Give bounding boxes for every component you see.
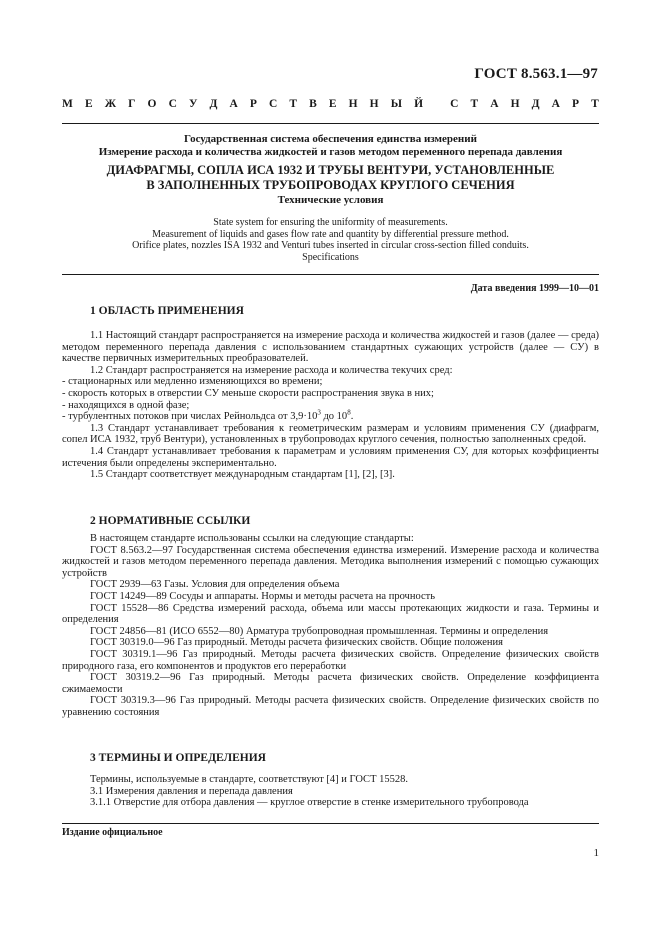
paragraph-1-4: 1.4 Стандарт устанавливает требования к параметрам и условиям применения СУ, для которых коэффициенты истечения были определены экспериментально. — [62, 445, 599, 469]
list-item-reynolds — [62, 408, 599, 423]
banner-letter: С — [450, 98, 459, 110]
intro-date: Дата введения 1999—10—01 — [470, 283, 599, 294]
list-item: - находящихся в одной фазе; — [62, 399, 190, 411]
banner-letter: М — [62, 98, 73, 110]
reference-item: ГОСТ 15528—86 Средства измерений расхода, объема или массы протекающих жидкости и газа. Термины и определения — [62, 602, 599, 626]
banner-letter: Н — [348, 98, 358, 110]
banner-letter: О — [147, 98, 157, 110]
system-title-line: Государственная система обеспечения единства измерений — [184, 133, 477, 145]
paragraph-3-intro: Термины, используемые в стандарте, соответствуют [4] и ГОСТ 15528. — [90, 774, 408, 785]
banner-letter: Ы — [390, 98, 402, 110]
section-1-body — [62, 330, 599, 481]
english-title-line-2: Measurement of liquids and gases flow rate and quantity by differential pressure method. — [152, 228, 509, 240]
english-title-line-1: State system for ensuring the uniformity of measurements. — [213, 217, 448, 228]
banner-letter: Т — [591, 98, 599, 110]
list-item: - стационарных или медленно изменяющихся во времени; — [62, 376, 323, 388]
title-rule — [62, 274, 599, 275]
reference-item: ГОСТ 30319.1—96 Газ природный. Методы расчета физических свойств. Определение физических свойств природного газа, его компонентов и продуктов его переработки — [62, 648, 599, 672]
main-title-line-2: В ЗАПОЛНЕННЫХ ТРУБОПРОВОДАХ КРУГЛОГО СЕЧЕНИЯ — [146, 178, 515, 192]
banner-letter: С — [168, 98, 177, 110]
reference-item: ГОСТ 30319.3—96 Газ природный. Методы расчета физических свойств. Определение физических свойств по уравнению состояния — [62, 695, 599, 718]
main-title-line-1: ДИАФРАГМЫ, СОПЛА ИСА 1932 И ТРУБЫ ВЕНТУРИ, УСТАНОВЛЕННЫЕ — [106, 163, 555, 177]
list-item: - скорость которых в отверстии СУ меньше скорости распространения звука в них; — [62, 387, 434, 399]
paragraph-3-1-1: 3.1.1 Отверстие для отбора давления — круглое отверстие в стенке измерительного трубопровода — [90, 797, 529, 809]
page-number: 1 — [593, 847, 599, 859]
paragraph-3-1: 3.1 Измерения давления и перепада давления — [90, 785, 293, 797]
banner-letter: А — [490, 98, 499, 110]
gost-code: ГОСТ 8.563.1—97 — [474, 66, 598, 82]
banner-letter: Е — [328, 98, 337, 110]
exponent: 3 — [317, 408, 321, 417]
banner-letter: Е — [84, 98, 93, 110]
subject-title-line: Измерение расхода и количества жидкостей и газов методом переменного перепада давления — [98, 146, 563, 158]
reference-item: ГОСТ 30319.0—96 Газ природный. Методы расчета физических свойств. Общие положения — [90, 637, 503, 649]
banner-letter: Н — [510, 98, 520, 110]
banner-letter: Г — [128, 98, 136, 110]
banner-letter: Д — [209, 98, 218, 110]
banner-letter: Р — [572, 98, 580, 110]
banner-letter: А — [551, 98, 560, 110]
section-3-body — [62, 774, 599, 809]
exponent: 8 — [347, 408, 351, 417]
banner-letter: В — [309, 98, 317, 110]
header-rule — [62, 123, 599, 124]
english-title — [62, 217, 599, 263]
banner-letter: Р — [249, 98, 257, 110]
banner-letter: С — [269, 98, 278, 110]
banner-letter: Т — [289, 98, 298, 110]
system-title — [62, 133, 599, 159]
paragraph-1-1: 1.1 Настоящий стандарт распространяется на измерение расхода и количества жидкостей и газов (далее — среда) методом переменного перепада давления с использованием стандартных сужающих устройств (далее — СУ) в качестве первичных измерительных преобразователей. — [62, 330, 599, 365]
section-2-body — [62, 533, 599, 719]
reynolds-text: до 10 — [320, 411, 348, 423]
section-3-heading: 3 ТЕРМИНЫ И ОПРЕДЕЛЕНИЯ — [90, 752, 266, 764]
edition-label: Издание официальное — [62, 827, 163, 838]
english-title-line-4: Specifications — [302, 251, 359, 263]
reference-item: ГОСТ 30319.2—96 Газ природный. Методы расчета физических свойств. Определение коэффициента сжимаемости — [62, 672, 599, 695]
paragraph-1-3: 1.3 Стандарт устанавливает требования к геометрическим размерам и условиям применения СУ (диафрагм, сопел ИСА 1932, труб Вентури), установленных в трубопроводах круглого сечения, полностью заполненных средой. — [62, 422, 599, 446]
section-1-heading: 1 ОБЛАСТЬ ПРИМЕНЕНИЯ — [90, 305, 244, 317]
reference-item: ГОСТ 2939—63 Газы. Условия для определения объема — [90, 579, 340, 591]
english-title-line-3: Orifice plates, nozzles ISA 1932 and Venturi tubes inserted in circular cross-section filled conduits. — [132, 240, 529, 251]
paragraph-1-2: 1.2 Стандарт распространяется на измерение расхода и количества текучих сред: — [90, 364, 453, 376]
reynolds-text: . — [350, 411, 354, 423]
footer-rule — [62, 823, 599, 824]
paragraph-1-5: 1.5 Стандарт соответствует международным стандартам [1], [2], [3]. — [90, 469, 395, 481]
reference-item: ГОСТ 24856—81 (ИСО 6552—80) Арматура трубопроводная промышленная. Термины и определения — [90, 625, 549, 637]
section-2-heading: 2 НОРМАТИВНЫЕ ССЫЛКИ — [90, 515, 251, 527]
reference-item: ГОСТ 8.563.2—97 Государственная система обеспечения единства измерений. Измерение расхода и количества жидкостей и газов методом переменного перепада давления. Методика выполнения измерений с помощью сужающих устройств — [62, 544, 599, 579]
reference-item: ГОСТ 14249—89 Сосуды и аппараты. Нормы и методы расчета на прочность — [90, 590, 436, 602]
banner-letter: У — [188, 98, 198, 110]
banner-letter: Т — [470, 98, 479, 110]
spec-title: Технические условия — [277, 194, 384, 206]
interstate-standard-banner — [62, 98, 599, 110]
banner-letter: Н — [369, 98, 379, 110]
banner-letter: Д — [531, 98, 540, 110]
banner-letter: Й — [414, 98, 424, 110]
main-title — [62, 163, 599, 193]
reynolds-text: - турбулентных потоков при числах Рейнольдса от 3,9·10 — [62, 411, 318, 423]
banner-letter: Ж — [104, 98, 117, 110]
paragraph-2-intro: В настоящем стандарте использованы ссылки на следующие стандарты: — [90, 533, 414, 544]
banner-letter — [435, 98, 438, 110]
banner-letter: А — [229, 98, 238, 110]
